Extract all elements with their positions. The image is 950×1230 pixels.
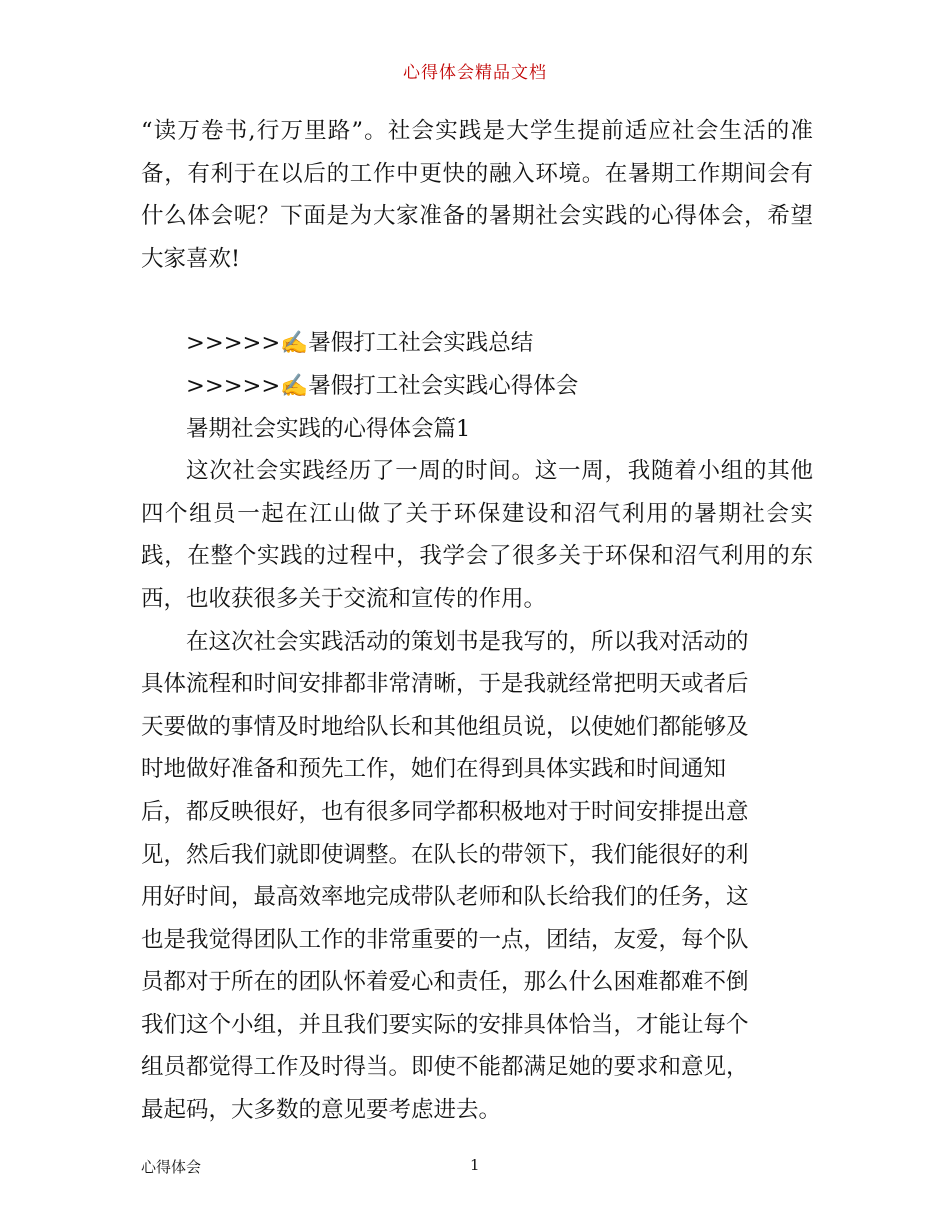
body-paragraph-2-line: 天要做的事情及时地给队长和其他组员说，以使她们都能够及 (141, 713, 749, 740)
body-paragraph-2-line: 组员都觉得工作及时得当。即使不能都满足她的要求和意见， (141, 1054, 749, 1081)
body-paragraph-2-line: 在这次社会实践活动的策划书是我写的，所以我对活动的 (186, 628, 749, 655)
footer-label: 心得体会 (141, 1158, 202, 1176)
intro-paragraph: “读万卷书,行万里路”。社会实践是大学生提前适应社会生活的准备，有利于在以后的工作中更快的融入环境。在暑期工作期间会有什么体会呢？下面是为大家准备的暑期社会实践的心得体会，希望大家喜欢! (141, 118, 813, 272)
body-paragraph-2-line: 也是我觉得团队工作的非常重要的一点，团结，友爱，每个队 (141, 926, 749, 953)
page-number: 1 (470, 1156, 480, 1174)
body-paragraph-2-line: 用好时间，最高效率地完成带队老师和队长给我们的任务，这 (141, 884, 749, 911)
body-paragraph-2-line: 我们这个小组，并且我们要实际的安排具体恰当，才能让每个 (141, 1011, 749, 1038)
body-paragraph-2-line: 员都对于所在的团队怀着爱心和责任，那么什么困难都难不倒 (141, 969, 749, 996)
section-title: 暑期社会实践的心得体会篇1 (186, 415, 471, 442)
related-link-experience[interactable]: >>>>>✍暑假打工社会实践心得体会 (186, 372, 579, 399)
body-paragraph-2-line: 最起码，大多数的意见要考虑进去。 (141, 1097, 502, 1124)
body-paragraph-1: 这次社会实践经历了一周的时间。这一周，我随着小组的其他四个组员一起在江山做了关于环保建设和沼气利用的暑期社会实践，在整个实践的过程中，我学会了很多关于环保和沼气利用的东西，也收获很多关于交流和宣传的作用。 (141, 458, 813, 612)
paragraph-gap (141, 280, 813, 322)
document-body (141, 110, 813, 1132)
body-paragraph-2-line: 具体流程和时间安排都非常清晰，于是我就经常把明天或者后 (141, 671, 749, 698)
page-header-title: 心得体会精品文档 (403, 63, 547, 83)
related-link-summary[interactable]: >>>>>✍暑假打工社会实践总结 (186, 330, 534, 357)
body-paragraph-2-line: 时地做好准备和预先工作，她们在得到具体实践和时间通知 (141, 756, 727, 783)
body-paragraph-2-line: 见，然后我们就即使调整。在队长的带领下，我们能很好的利 (141, 841, 749, 868)
body-paragraph-2-line: 后，都反映很好，也有很多同学都积极地对于时间安排提出意 (141, 798, 749, 825)
